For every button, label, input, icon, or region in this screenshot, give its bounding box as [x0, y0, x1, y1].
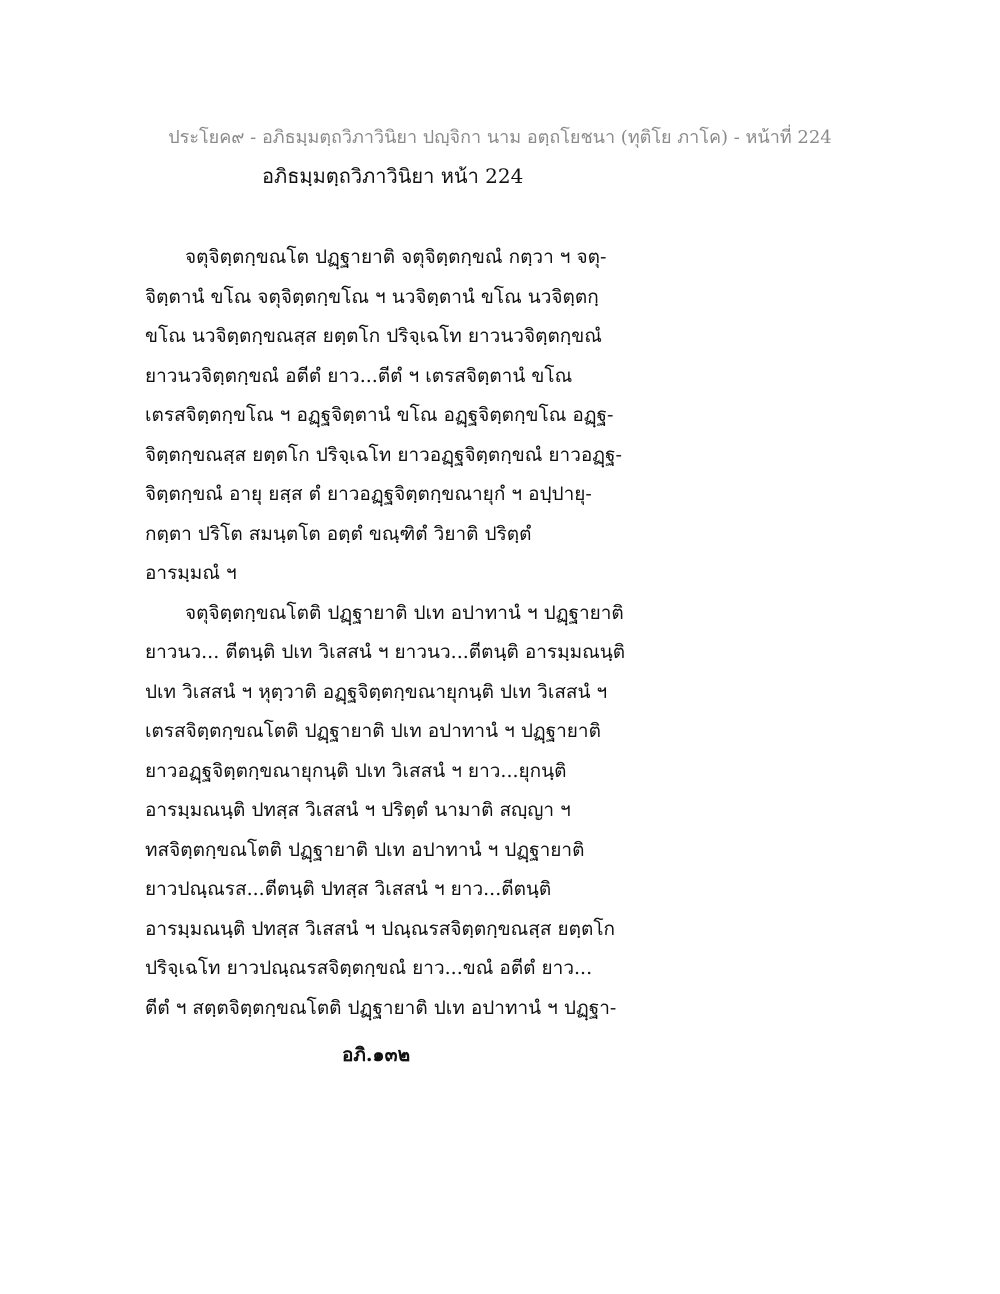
text-line: อารมฺมณํ ฯ — [145, 562, 237, 584]
text-line: กตฺตา ปริโต สมนฺตโต อตฺตํ ขณฺฑิตํ วิยาติ ปริตฺตํ — [145, 522, 532, 545]
text-line: ยาวอฏฺฐจิตฺตกฺขณายุกนฺติ ปเท วิเสสนํ ฯ ยาว...ยุกนฺติ — [145, 759, 567, 782]
text-line: ปริจฺเฉโท ยาวปณฺณรสจิตฺตกฺขณํ ยาว...ขณํ อตีตํ ยาว... — [145, 957, 593, 979]
text-line: ยาวนว... ตีตนฺติ ปเท วิเสสนํ ฯ ยาวนว...ตีตนฺติ อารมฺมณนฺติ — [145, 641, 626, 663]
text-line: ยาวปณฺณรส...ตีตนฺติ ปทสฺส วิเสสนํ ฯ ยาว...ตีตนฺติ — [145, 878, 552, 900]
text-line: ขโณ นวจิตฺตกฺขณสฺส ยตฺตโก ปริจฺเฉโท ยาวนวจิตฺตกฺขณํ — [145, 325, 602, 347]
text-line: อารมฺมณนฺติ ปทสฺส วิเสสนํ ฯ ปณฺณรสจิตฺตกฺขณสฺส ยตฺตโก — [145, 917, 616, 940]
text-line: จตุจิตฺตกฺขณโตติ ปฏฺฐายาติ ปเท อปาทานํ ฯ ปฏฺฐายาติ — [185, 601, 624, 624]
text-line: อารมฺมณนฺติ ปทสฺส วิเสสนํ ฯ ปริตฺตํ นามาติ สญฺญา ฯ — [145, 799, 571, 821]
page-folio: อภิ.๑๓๒ — [342, 1044, 411, 1066]
page-title: อภิธมฺมตฺถวิภาวินิยา หน้า 224 — [262, 164, 524, 188]
text-line: ปเท วิเสสนํ ฯ หุตฺวาติ อฏฺฐจิตฺตกฺขณายุกนฺติ ปเท วิเสสนํ ฯ — [145, 680, 608, 703]
text-line: จิตฺตานํ ขโณ จตุจิตฺตกฺขโณ ฯ นวจิตฺตานํ ขโณ นวจิตฺตกฺ — [145, 285, 599, 308]
running-header: ประโยค๙ - อภิธมฺมตฺถวิภาวินิยา ปญฺจิกา นาม อตฺถโยชนา (ทุติโย ภาโค) - หน้าที่ 224 — [168, 127, 832, 148]
text-line: ตีตํ ฯ สตฺตจิตฺตกฺขณโตติ ปฏฺฐายาติ ปเท อปาทานํ ฯ ปฏฺฐา- — [145, 996, 617, 1019]
text-line: ยาวนวจิตฺตกฺขณํ อตีตํ ยาว...ตีตํ ฯ เตรสจิตฺตานํ ขโณ — [145, 364, 573, 387]
text-line: จิตฺตกฺขณสฺส ยตฺตโก ปริจฺเฉโท ยาวอฏฺฐจิตฺตกฺขณํ ยาวอฏฺฐ- — [145, 443, 622, 466]
body-text — [145, 238, 665, 1028]
text-line: ทสจิตฺตกฺขณโตติ ปฏฺฐายาติ ปเท อปาทานํ ฯ ปฏฺฐายาติ — [145, 838, 585, 861]
text-line: จตุจิตฺตกฺขณโต ปฏฺฐายาติ จตุจิตฺตกฺขณํ กตฺวา ฯ จตุ- — [185, 246, 607, 268]
text-line: จิตฺตกฺขณํ อายุ ยสฺส ตํ ยาวอฏฺฐจิตฺตกฺขณายุกํ ฯ อปฺปายุ- — [145, 483, 592, 505]
text-line: เตรสจิตฺตกฺขโณ ฯ อฏฺฐจิตฺตานํ ขโณ อฏฺฐจิตฺตกฺขโณ อฏฺฐ- — [145, 404, 614, 426]
text-line: เตรสจิตฺตกฺขณโตติ ปฏฺฐายาติ ปเท อปาทานํ ฯ ปฏฺฐายาติ — [145, 720, 601, 742]
